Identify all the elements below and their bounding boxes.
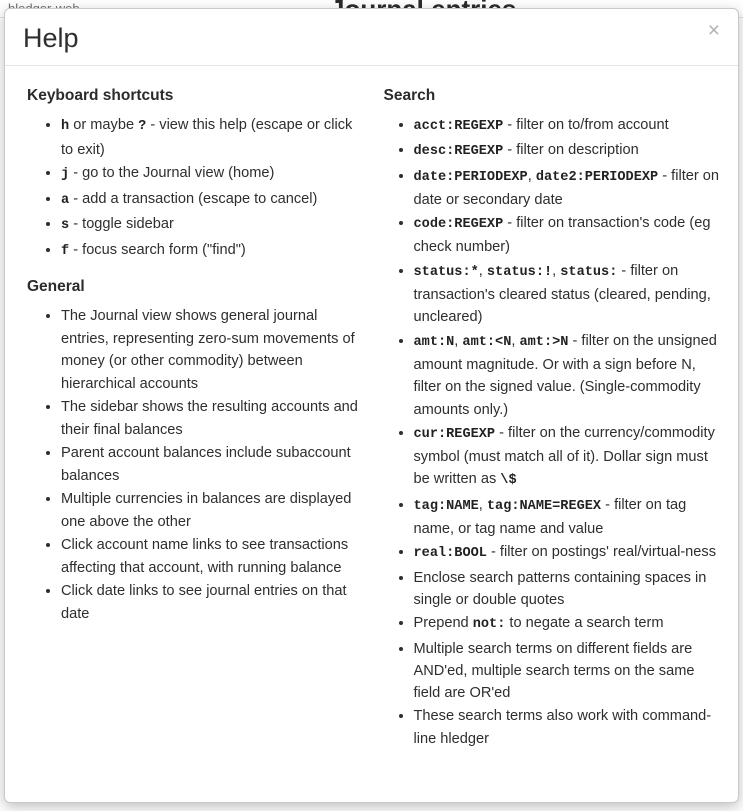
- general-list: [27, 305, 362, 625]
- keyboard-shortcuts-list: [27, 114, 362, 263]
- help-column-right: [372, 82, 739, 802]
- list-item: • The sidebar shows the resulting accounts and their final balances: [61, 396, 362, 441]
- list-item: • status:*, status:!, status: - filter on transaction's cleared status (cleared, pending, uncleared): [414, 260, 725, 329]
- list-item: • real:BOOL - filter on postings' real/virtual-ness: [414, 541, 725, 565]
- list-item: • acct:REGEXP - filter on to/from account: [414, 114, 725, 138]
- list-item: • f - focus search form ("find"): [61, 239, 362, 264]
- search-syntax-list: [384, 114, 725, 750]
- list-item: • j - go to the Journal view (home): [61, 162, 362, 187]
- list-item: • date:PERIODEXP, date2:PERIODEXP - filter on date or secondary date: [414, 165, 725, 212]
- section-heading-search: Search: [383, 87, 436, 104]
- list-item: • cur:REGEXP - filter on the currency/commodity symbol (must match all of it). Dollar sign must be written as \$: [414, 422, 725, 493]
- list-item: • Multiple search terms on different fields are AND'ed, multiple search terms on the same field are OR'ed: [414, 638, 725, 705]
- list-item: • These search terms also work with command-line hledger: [414, 705, 725, 750]
- list-item: • a - add a transaction (escape to cancel): [61, 188, 362, 213]
- help-modal-header: [5, 9, 738, 66]
- help-modal-title: Help: [23, 23, 79, 53]
- close-icon[interactable]: ×: [704, 18, 724, 43]
- list-item: • tag:NAME, tag:NAME=REGEX - filter on tag name, or tag name and value: [414, 494, 725, 541]
- section-heading-general: General: [27, 278, 85, 295]
- help-modal-body: [5, 66, 738, 802]
- list-item: • s - toggle sidebar: [61, 213, 362, 238]
- help-column-left: [5, 82, 372, 802]
- list-item: • Click date links to see journal entries on that date: [61, 580, 362, 625]
- list-item: • Click account name links to see transactions affecting that account, with running balance: [61, 534, 362, 579]
- list-item: • code:REGEXP - filter on transaction's code (eg check number): [414, 212, 725, 259]
- list-item: • Parent account balances include subaccount balances: [61, 442, 362, 487]
- list-item: • The Journal view shows general journal entries, representing zero-sum movements of money (or other commodity) between hierarchical accounts: [61, 305, 362, 395]
- list-item: • Multiple currencies in balances are displayed one above the other: [61, 488, 362, 533]
- list-item: • Enclose search patterns containing spaces in single or double quotes: [414, 567, 725, 612]
- help-modal: [4, 8, 739, 803]
- list-item: • amt:N, amt:<N, amt:>N - filter on the unsigned amount magnitude. Or with a sign before N, filter on the signed value. (Single-commodity amounts only.): [414, 330, 725, 421]
- section-heading-keyboard-shortcuts: Keyboard shortcuts: [27, 87, 174, 104]
- list-item: • Prepend not: to negate a search term: [414, 612, 725, 636]
- list-item: • desc:REGEXP - filter on description: [414, 139, 725, 163]
- list-item: • h or maybe ? - view this help (escape or click to exit): [61, 114, 362, 161]
